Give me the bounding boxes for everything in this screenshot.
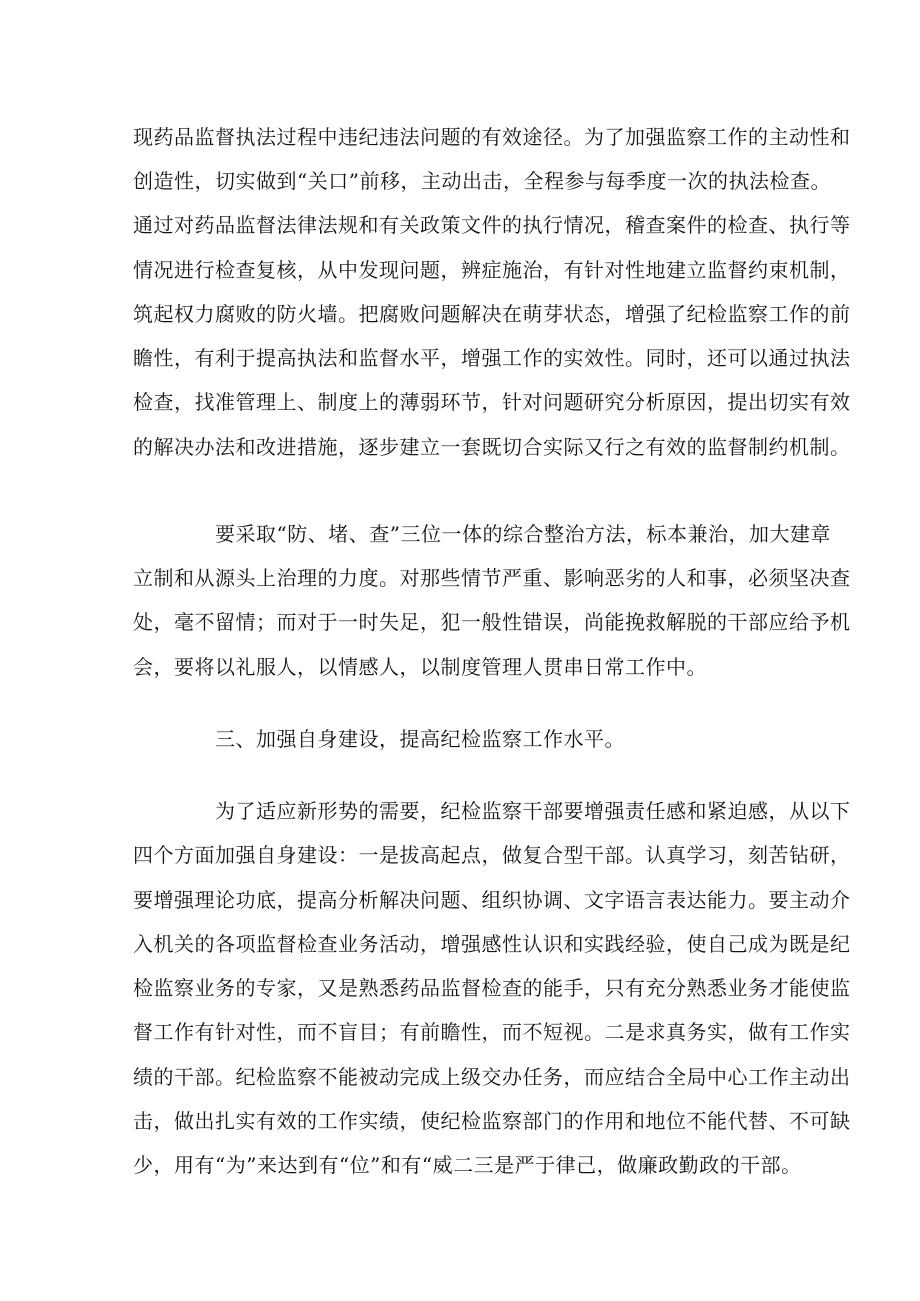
text-line: 瞻性，有利于提高执法和监督水平，增强工作的实效性。同时，还可以通过执法 (133, 346, 851, 370)
text-line: 立制和从源头上治理的力度。对那些情节严重、影响恶劣的人和事，必须坚决查 (133, 566, 851, 590)
text-line: 情况进行检查复核，从中发现问题，辨症施治，有针对性地建立监督约束机制， (133, 258, 851, 282)
text-line: 绩的干部。纪检监察不能被动完成上级交办任务，而应结合全局中心工作主动出 (133, 1065, 851, 1089)
text-line: 检监察业务的专家，又是熟悉药品监督检查的能手，只有充分熟悉业务才能使监 (133, 976, 851, 1000)
text-line: 检查，找准管理上、制度上的薄弱环节，针对问题研究分析原因，提出切实有效 (133, 390, 851, 414)
text-line: 督工作有针对性，而不盲目；有前瞻性，而不短视。二是求真务实，做有工作实 (133, 1020, 851, 1044)
text-line: 为了适应新形势的需要，纪检监察干部要增强责任感和紧迫感，从以下 (215, 799, 851, 823)
text-line: 现药品监督执法过程中违纪违法问题的有效途径。为了加强监察工作的主动性和 (133, 125, 851, 149)
text-line: 会，要将以礼服人，以情感人，以制度管理人贯串日常工作中。 (133, 655, 707, 679)
text-line: 筑起权力腐败的防火墙。把腐败问题解决在萌芽状态，增强了纪检监察工作的前 (133, 302, 851, 326)
text-line: 处，毫不留情；而对于一时失足，犯一般性错误，尚能挽救解脱的干部应给予机 (133, 610, 851, 634)
text-line: 击，做出扎实有效的工作实绩，使纪检监察部门的作用和地位不能代替、不可缺 (133, 1109, 851, 1133)
text-line: 四个方面加强自身建设：一是拔高起点，做复合型干部。认真学习，刻苦钻研， (133, 843, 851, 867)
text-line: 要增强理论功底，提高分析解决问题、组织协调、文字语言表达能力。要主动介 (133, 888, 851, 912)
text-line: 通过对药品监督法律法规和有关政策文件的执行情况，稽查案件的检查、执行等 (133, 213, 851, 237)
text-line: 的解决办法和改进措施，逐步建立一套既切合实际又行之有效的监督制约机制。 (133, 435, 851, 459)
text-line: 创造性，切实做到“关口”前移，主动出击，全程参与每季度一次的执法检查。 (133, 169, 831, 193)
section-heading: 三、加强自身建设，提高纪检监察工作水平。 (215, 727, 625, 751)
text-line: 少，用有“为”来达到有“位”和有“威二三是严于律己，做廉政勤政的干部。 (133, 1153, 802, 1177)
text-line: 要采取“防、堵、查”三位一体的综合整治方法，标本兼治，加大建章 (215, 522, 831, 546)
text-line: 入机关的各项监督检查业务活动，增强感性认识和实践经验，使自己成为既是纪 (133, 932, 851, 956)
